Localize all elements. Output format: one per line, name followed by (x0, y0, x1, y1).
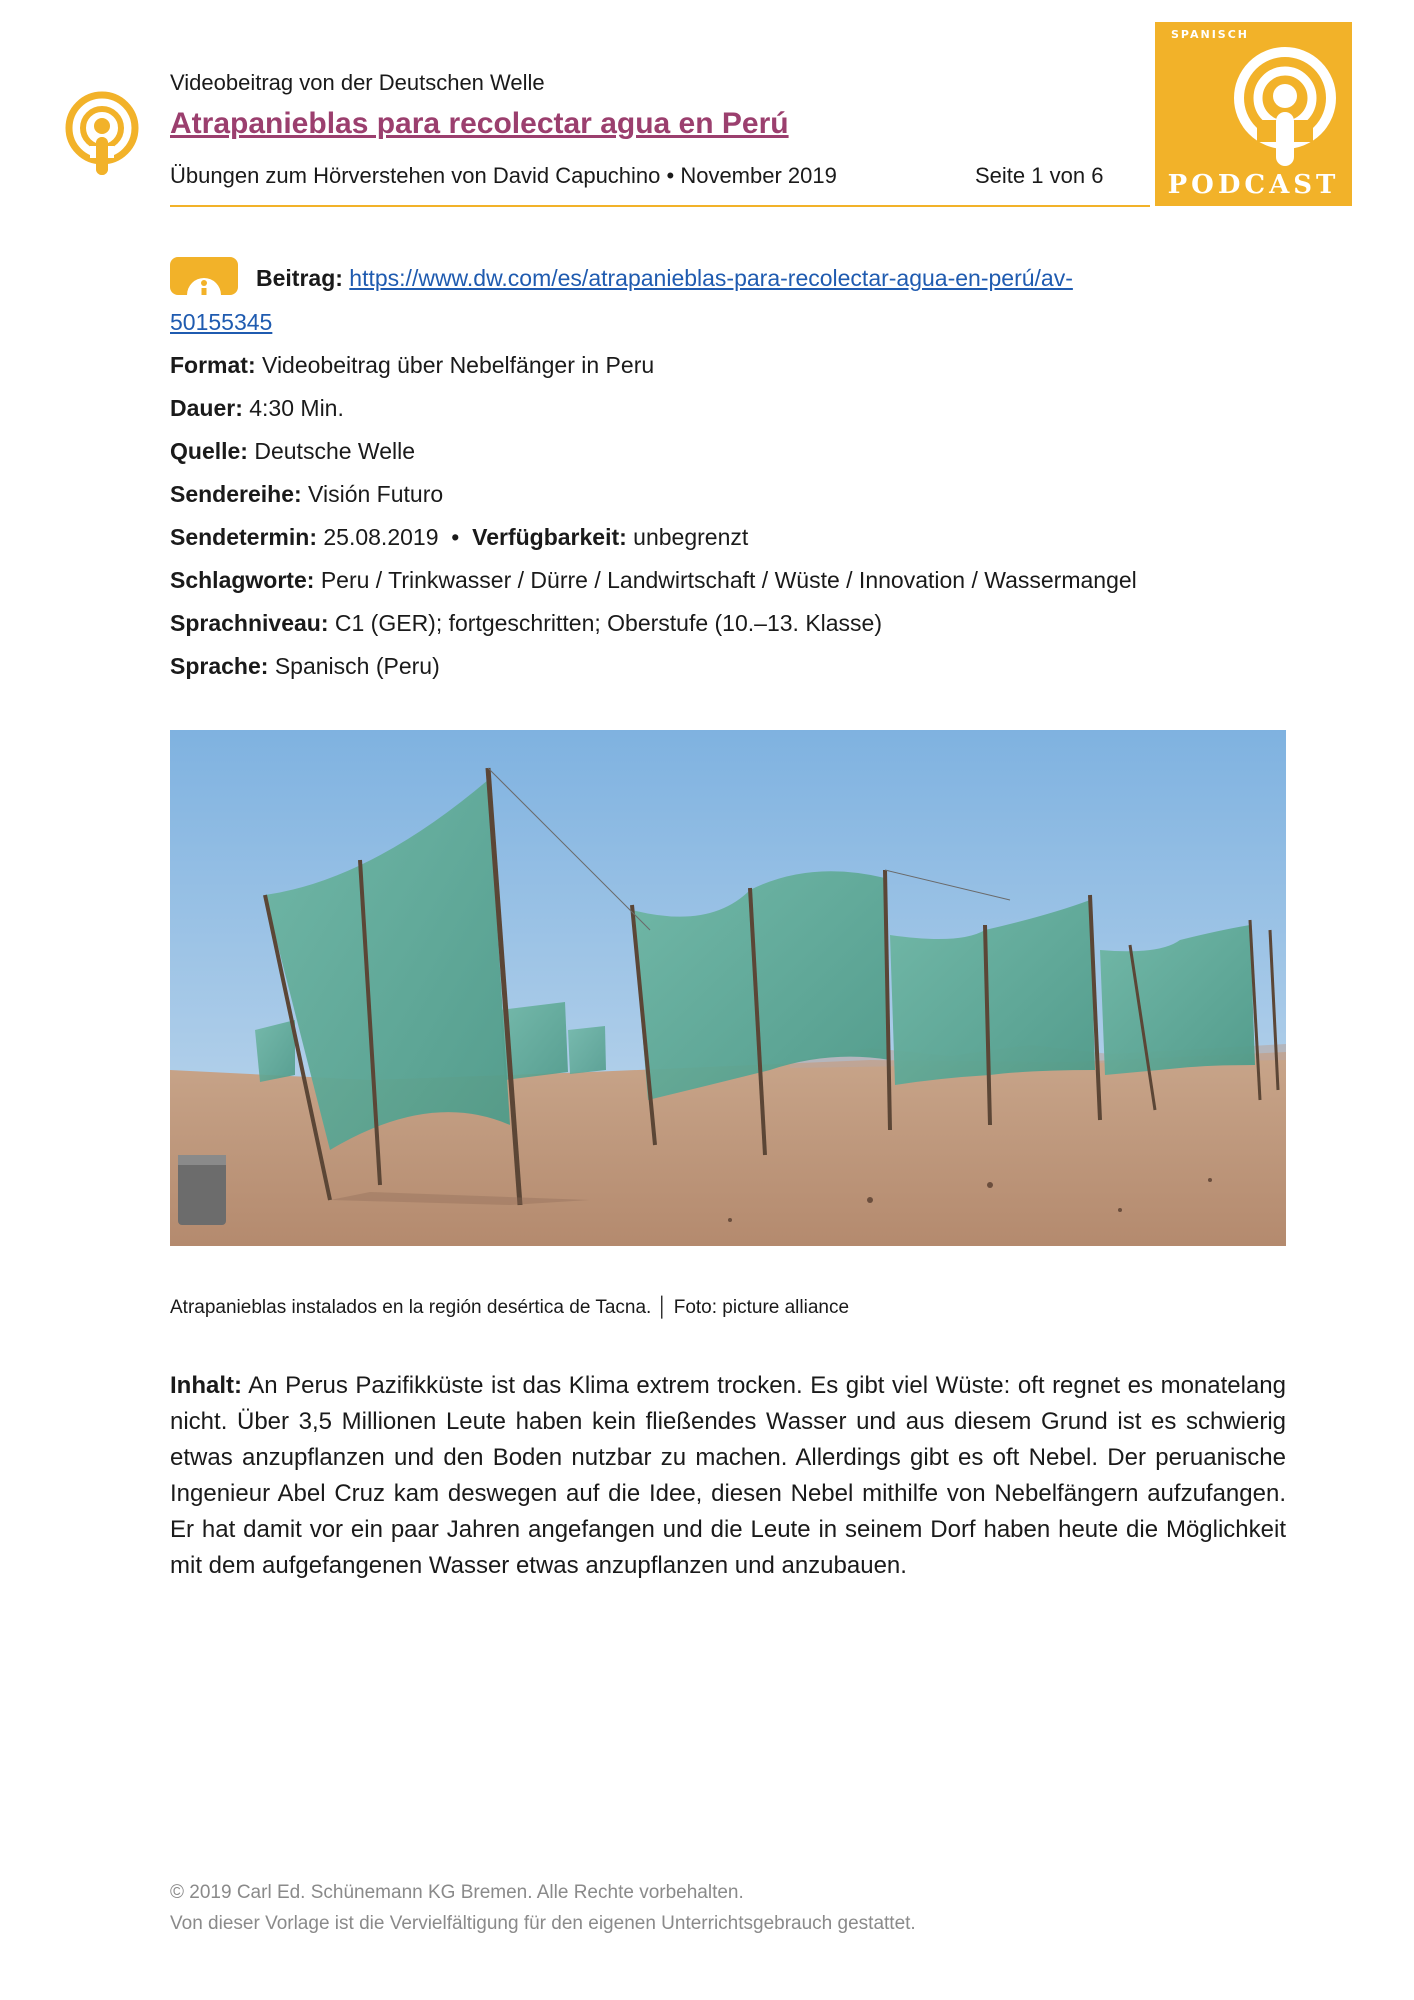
dauer-line (170, 393, 344, 423)
verfuegbarkeit-value: unbegrenzt (633, 524, 749, 550)
schlagworte-label: Schlagworte: (170, 567, 315, 593)
sprache-line (170, 651, 440, 681)
separator-bullet: • (451, 524, 460, 550)
header-divider (170, 205, 1150, 207)
content-paragraph (170, 1368, 1286, 1584)
format-value: Videobeitrag über Nebelfänger in Peru (262, 352, 655, 378)
format-label: Format: (170, 352, 256, 378)
sendereihe-line (170, 479, 443, 509)
fog-catchers-photo (170, 730, 1286, 1246)
header-pretitle: Videobeitrag von der Deutschen Welle (170, 70, 545, 95)
sendereihe-value: Visión Futuro (308, 481, 444, 507)
badge-podcast-icon (1223, 42, 1347, 172)
podcast-icon (62, 88, 142, 182)
beitrag-line (256, 263, 1073, 293)
beitrag-link-continued[interactable]: 50155345 (170, 309, 273, 335)
schlagworte-value: Peru / Trinkwasser / Dürre / Landwirtschaft / Wüste / Innovation / Wassermangel (320, 567, 1137, 593)
quelle-label: Quelle: (170, 438, 248, 464)
format-line (170, 350, 654, 380)
beitrag-link-cont[interactable] (170, 307, 272, 337)
sprachniveau-value: C1 (GER); fortgeschritten; Oberstufe (10.–13. Klasse) (334, 610, 883, 636)
content-label: Inhalt: (170, 1372, 242, 1399)
beitrag-link[interactable]: https://www.dw.com/es/atrapanieblas-para-recolectar-agua-en-perú/av- (349, 265, 1073, 291)
sendereihe-label: Sendereihe: (170, 481, 302, 507)
badge-bottom-text: PODCAST (1167, 170, 1340, 200)
photo-caption: Atrapanieblas instalados en la región desértica de Tacna. │ Foto: picture alliance (170, 1297, 850, 1318)
quelle-value: Deutsche Welle (254, 438, 416, 464)
dauer-label: Dauer: (170, 395, 243, 421)
sendetermin-line (170, 522, 748, 552)
sendetermin-value: 25.08.2019 (323, 524, 439, 550)
sprachniveau-label: Sprachniveau: (170, 610, 329, 636)
badge-top-text: SPANISCH (1171, 28, 1249, 41)
sprachniveau-line (170, 608, 882, 638)
page-number: Seite 1 von 6 (975, 163, 1104, 188)
spanisch-podcast-logo (1155, 22, 1352, 206)
dauer-value: 4:30 Min. (249, 395, 344, 421)
document-title[interactable]: Atrapanieblas para recolectar agua en Perú (170, 107, 789, 140)
sprache-value: Spanisch (Peru) (274, 653, 440, 679)
beitrag-label: Beitrag: (256, 265, 343, 291)
content-text: An Perus Pazifikküste ist das Klima extrem trocken. Es gibt viel Wüste: oft regnet es monatelang nicht. Über 3,5 Millionen Leute haben kein fließendes Wasser und aus diesem Grund ist es schwierig etwas anzupflanzen und den Boden nutzbar zu machen. Allerdings gibt es oft Nebel. Der peruanische Ingenieur Abel Cruz kam deswegen auf die Idee, diesen Nebel mithilfe von Nebelfängern aufzufangen. Er hat damit vor ein paar Jahren angefangen und die Leute in seinem Dorf haben heute die Möglichkeit mit dem aufgefangenen Wasser etwas anzupflanzen und anzubauen. (170, 1372, 1287, 1579)
info-icon (170, 257, 238, 295)
header-subtitle: Übungen zum Hörverstehen von David Capuchino • November 2019 (170, 163, 837, 188)
footer-usage-note: Von dieser Vorlage ist die Vervielfältigung für den eigenen Unterrichtsgebrauch gestattet. (170, 1913, 916, 1934)
schlagworte-line (170, 565, 1137, 595)
footer-copyright: © 2019 Carl Ed. Schünemann KG Bremen. Alle Rechte vorbehalten. (170, 1882, 744, 1903)
quelle-line (170, 436, 415, 466)
sendetermin-label: Sendetermin: (170, 524, 317, 550)
sprache-label: Sprache: (170, 653, 269, 679)
verfuegbarkeit-label: Verfügbarkeit: (472, 524, 627, 550)
